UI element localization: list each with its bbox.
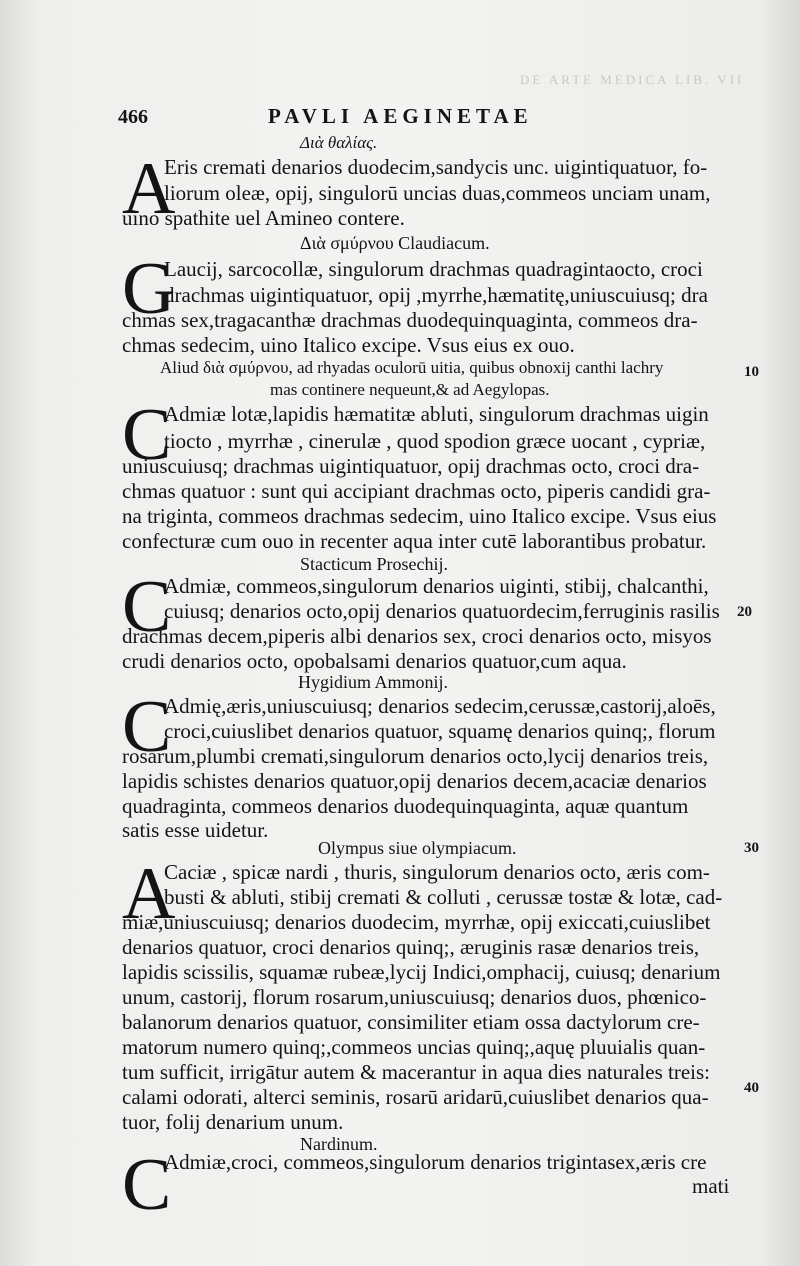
section-heading: Διὰ σμύρνου Claudiacum. bbox=[300, 233, 490, 253]
text-line: tum sufficit, irrigātur autem & macerantur in aqua dies naturales treis: bbox=[122, 1060, 710, 1084]
section-heading-continued: mas continere nequeunt,& ad Aegylopas. bbox=[270, 380, 550, 399]
text-line: Eris cremati denarios duodecim,sandycis unc. uigintiquatuor, fo- bbox=[164, 155, 708, 179]
text-line: Admiæ lotæ,lapidis hæmatitæ abluti, singulorum drachmas uigin bbox=[164, 402, 709, 426]
text-line: Laucij, sarcocollæ, singulorum drachmas quadragintaocto, croci bbox=[164, 257, 703, 281]
text-line: confecturæ cum ouo in recenter aqua inter cutē laborantibus probatur. bbox=[122, 529, 707, 553]
text-line: quadraginta, commeos denarios duodequinquaginta, aquæ quantum bbox=[122, 794, 689, 818]
drop-cap: C bbox=[122, 686, 172, 768]
text-line: satis esse uidetur. bbox=[122, 818, 269, 842]
margin-line-number: 40 bbox=[744, 1080, 759, 1096]
text-line: cuiusq; denarios octo,opij denarios quatuordecim,ferruginis rasilis bbox=[164, 599, 720, 623]
text-line: denarios quatuor, croci denarios quinq;, æruginis rasæ denarios treis, bbox=[122, 935, 700, 959]
text-line: Admiæ, commeos,singulorum denarios uiginti, stibij, chalcanthi, bbox=[164, 574, 709, 598]
drop-cap: C bbox=[122, 566, 172, 648]
text-line: matorum numero quinq;,commeos uncias quinq;,aquę pluuialis quan- bbox=[122, 1035, 706, 1059]
text-line: balanorum denarios quatuor, consimiliter etiam ossa dactylorum cre- bbox=[122, 1010, 700, 1034]
text-line: chmas sex,tragacanthæ drachmas duodequinquaginta, commeos dra- bbox=[122, 308, 698, 332]
section-heading: Aliud διὰ σμύρνου, ad rhyadas oculorū uitia, quibus obnoxij canthi lachry bbox=[160, 358, 664, 377]
text-line: na triginta, commeos drachmas sedecim, uino Italico excipe. Vsus eius bbox=[122, 504, 717, 528]
drop-cap: G bbox=[122, 248, 176, 330]
text-line: tuor, folij denarium unum. bbox=[122, 1110, 344, 1134]
text-line: Admiæ,croci, commeos,singulorum denarios trigintasex,æris cre bbox=[164, 1150, 707, 1174]
text-line: chmas quatuor : sunt qui accipiant drachmas octo, piperis candidi gra- bbox=[122, 479, 711, 503]
text-line: drachmas decem,piperis albi denarios sex, croci denarios octo, misyos bbox=[122, 624, 712, 648]
section-heading: Olympus siue olympiacum. bbox=[318, 838, 517, 858]
text-line: Admię,æris,uniuscuiusq; denarios sedecim,cerussæ,castorij,aloēs, bbox=[164, 694, 716, 718]
margin-line-number: 20 bbox=[737, 604, 752, 620]
text-line: liorum oleæ, opij, singulorū uncias duas,commeos unciam unam, bbox=[164, 181, 711, 205]
text-line: chmas sedecim, uino Italico excipe. Vsus eius ex ouo. bbox=[122, 333, 575, 357]
margin-line-number: 30 bbox=[744, 840, 759, 856]
text-line: lapidis schistes denarios quatuor,opij denarios decem,acaciæ denarios bbox=[122, 769, 707, 793]
section-heading: Stacticum Prosechij. bbox=[300, 554, 448, 574]
drop-cap: C bbox=[122, 394, 172, 476]
text-line: tiocto , myrrhæ , cinerulæ , quod spodion græce uocant , cypriæ, bbox=[164, 429, 706, 453]
text-line: unum, castorij, florum rosarum,uniuscuiusq; denarios duos, phœnico- bbox=[122, 985, 707, 1009]
drop-cap: A bbox=[122, 853, 176, 935]
text-line: Caciæ , spicæ nardi , thuris, singulorum denarios octo, æris com- bbox=[164, 860, 710, 884]
drop-cap: C bbox=[122, 1144, 172, 1226]
running-title: PAVLI AEGINETAE bbox=[268, 104, 533, 128]
section-heading: Διὰ θαλίας. bbox=[300, 133, 378, 152]
running-header bbox=[118, 100, 738, 134]
text-line: mati bbox=[692, 1174, 730, 1198]
text-line: uniuscuiusq; drachmas uigintiquatuor, opij drachmas octo, croci dra- bbox=[122, 454, 700, 478]
text-line: uino spathite uel Amineo contere. bbox=[122, 206, 405, 230]
page-number: 466 bbox=[118, 106, 148, 128]
text-line: calami odorati, alterci seminis, rosarū aridarū,cuiuslibet denarios qua- bbox=[122, 1085, 709, 1109]
text-line: rosarum,plumbi cremati,singulorum denarios octo,lycij denarios treis, bbox=[122, 744, 709, 768]
text-line: croci,cuiuslibet denarios quatuor, squamę denarios quinq;, florum bbox=[164, 719, 716, 743]
section-heading: Hygidium Ammonij. bbox=[298, 672, 449, 692]
section-heading: Nardinum. bbox=[300, 1134, 378, 1154]
margin-line-number: 10 bbox=[744, 364, 759, 380]
bleed-through-header: DE ARTE MEDICA LIB. VII bbox=[520, 72, 745, 87]
text-line: crudi denarios octo, opobalsami denarios quatuor,cum aqua. bbox=[122, 649, 627, 673]
text-line: lapidis scissilis, squamæ rubeæ,lycij Indici,omphacij, cuiusq; denarium bbox=[122, 960, 721, 984]
text-line: miæ,uniuscuiusq; denarios duodecim, myrrhæ, opij exiccati,cuiuslibet bbox=[122, 910, 711, 934]
text-line: drachmas uigintiquatuor, opij ,myrrhe,hæmatitę,uniuscuiusq; dra bbox=[164, 283, 708, 307]
text-line: busti & abluti, stibij cremati & colluti , cerussæ tostæ & lotæ, cad- bbox=[164, 885, 723, 909]
drop-cap: A bbox=[122, 148, 176, 230]
